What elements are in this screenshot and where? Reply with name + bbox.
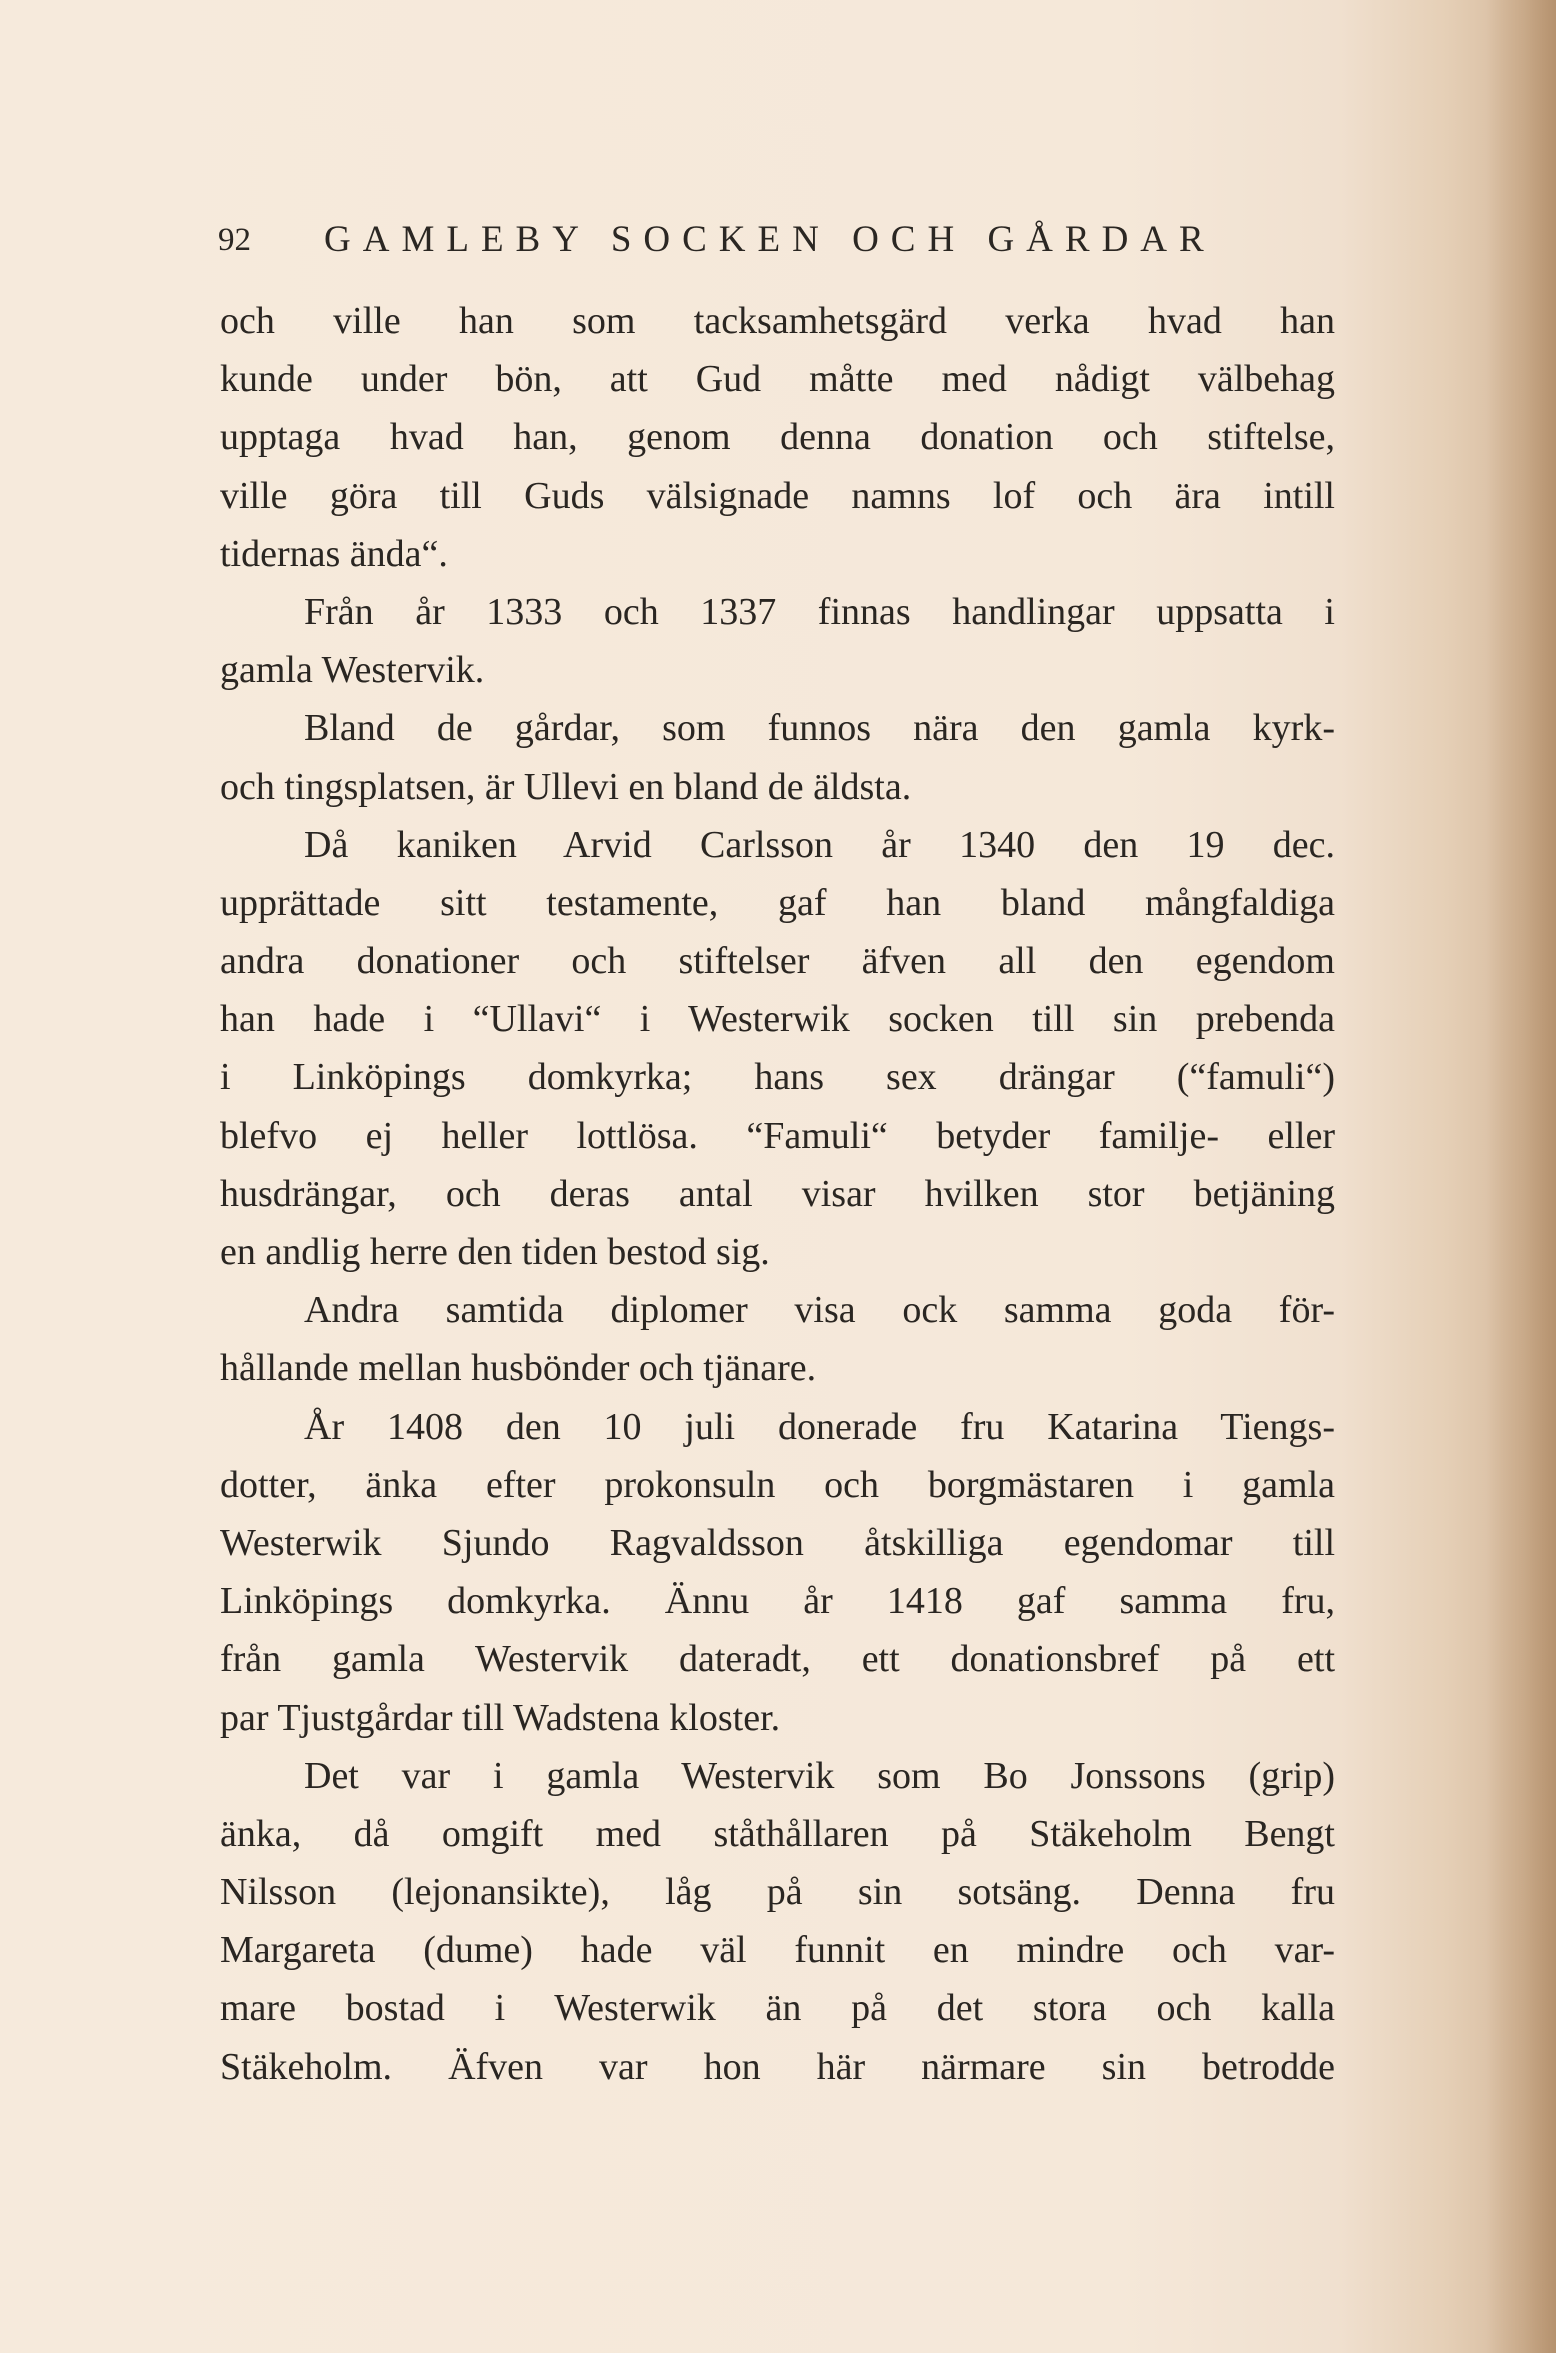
text-line: Det var i gamla Westervik som Bo Jonssons (grip): [304, 1754, 1335, 1797]
text-line: Nilsson (lejonansikte), låg på sin sotsäng. Denna fru: [220, 1871, 1335, 1914]
text-line: blefvo ej heller lottlösa. “Famuli“ betyder familje- eller: [220, 1114, 1335, 1157]
text-line: upptaga hvad han, genom denna donation och stiftelse,: [220, 416, 1335, 459]
body-text: [220, 292, 1335, 2096]
text-line: Linköpings domkyrka. Ännu år 1418 gaf samma fru,: [220, 1580, 1335, 1623]
text-line: och ville han som tacksamhetsgärd verka hvad han: [220, 300, 1335, 342]
text-line: Andra samtida diplomer visa ock samma goda för-: [304, 1289, 1335, 1332]
text-line: Från år 1333 och 1337 finnas handlingar uppsatta i: [304, 590, 1335, 633]
text-line: andra donationer och stiftelser äfven all den egendom: [220, 940, 1335, 983]
text-line: mare bostad i Westerwik än på det stora och kalla: [220, 1987, 1335, 2030]
running-head: GAMLEBY SOCKEN OCH GÅRDAR: [324, 219, 1216, 260]
text-line: Stäkeholm. Äfven var hon här närmare sin betrodde: [220, 2045, 1335, 2088]
text-line: par Tjustgårdar till Wadstena kloster.: [220, 1696, 781, 1739]
text-line: Margareta (dume) hade väl funnit en mindre och var-: [220, 1929, 1335, 1972]
text-line: kunde under bön, att Gud måtte med nådigt välbehag: [220, 358, 1335, 401]
text-line: upprättade sitt testamente, gaf han bland mångfaldiga: [220, 881, 1335, 924]
text-line: i Linköpings domkyrka; hans sex drängar (“famuli“): [220, 1056, 1335, 1099]
text-line: från gamla Westervik dateradt, ett donationsbref på ett: [220, 1638, 1335, 1681]
text-line: Westerwik Sjundo Ragvaldsson åtskilliga egendomar till: [220, 1521, 1335, 1564]
text-line: och tingsplatsen, är Ullevi en bland de äldsta.: [220, 765, 912, 808]
text-line: husdrängar, och deras antal visar hvilken stor betjäning: [220, 1172, 1335, 1215]
text-line: han hade i “Ullavi“ i Westerwik socken till sin prebenda: [220, 998, 1335, 1041]
text-line: änka, då omgift med ståthållaren på Stäkeholm Bengt: [220, 1812, 1335, 1855]
text-line: gamla Westervik.: [220, 649, 485, 692]
page-number: 92: [218, 222, 251, 258]
text-line: hållande mellan husbönder och tjänare.: [220, 1347, 817, 1390]
text-line: Då kaniken Arvid Carlsson år 1340 den 19 dec.: [304, 823, 1335, 866]
text-line: ville göra till Guds välsignade namns lof och ära intill: [220, 474, 1335, 517]
text-line: dotter, änka efter prokonsuln och borgmästaren i gamla: [220, 1463, 1335, 1506]
page-gutter-shadow: [1486, 0, 1556, 2353]
text-line: tidernas ända“.: [220, 532, 448, 575]
text-line: Bland de gårdar, som funnos nära den gamla kyrk-: [304, 707, 1335, 750]
text-line: en andlig herre den tiden bestod sig.: [220, 1231, 770, 1273]
text-line: År 1408 den 10 juli donerade fru Katarina Tiengs-: [304, 1405, 1335, 1448]
page-header: [218, 220, 1338, 280]
